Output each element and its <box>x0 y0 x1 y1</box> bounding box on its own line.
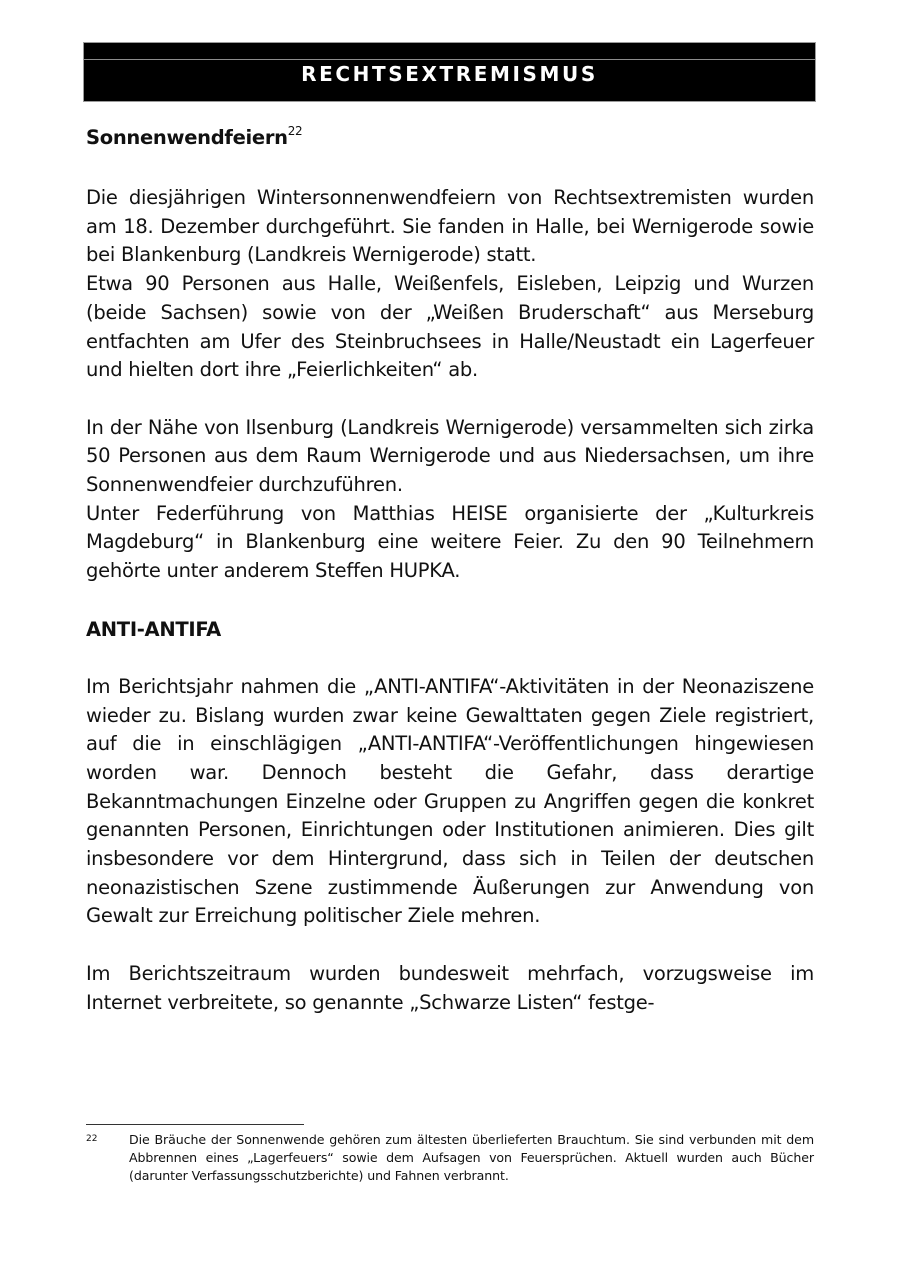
spacer <box>86 385 814 414</box>
chapter-header-bar <box>83 42 816 102</box>
paragraph: Unter Federführung von Matthias HEISE organisierte der „Kulturkreis Magdeburg“ in Blankenburg eine weitere Feier. Zu den 90 Teilnehmern gehörte unter anderem Steffen HUPKA. <box>86 501 814 583</box>
paragraph: Etwa 90 Personen aus Halle, Weißenfels, Eisleben, Leipzig und Wurzen (beide Sachsen) sowie von der „Weißen Bruderschaft“ aus Merseburg entfachten am Ufer des Steinbruchsees in Halle/Neustadt ein Lagerfeuer und hielten dort ihre „Feierlichkeiten“ ab. <box>86 272 814 382</box>
paragraph: In der Nähe von Ilsenburg (Landkreis Wernigerode) versammelten sich zirka 50 Personen aus dem Raum Wernigerode und aus Niedersachsen, um ihre Sonnenwendfeier durchzuführen. <box>86 415 814 497</box>
footnote-separator <box>86 1124 304 1125</box>
page-content <box>86 124 814 1017</box>
paragraph: Im Berichtsjahr nahmen die „ANTI-ANTIFA“-Aktivitäten in der Neonaziszene wieder zu. Bislang wurden zwar keine Gewalttaten gegen Ziele registriert, auf die in einschlägigen „ANTI-ANTIFA“-Veröffentlichungen hingewiesen worden war. Dennoch besteht die Gefahr, dass derartige Bekanntmachungen Einzelne oder Gruppen zu Angriffen gegen die konkret genannten Personen, Einrichtungen oder Institutionen animieren. Dies gilt insbesondere vor dem Hintergrund, dass sich in Teilen der deutschen neonazistischen Szene zustimmende Äußerungen zur Anwendung von Gewalt zur Erreichung politischer Ziele mehren. <box>86 674 814 928</box>
paragraph: Im Berichtszeitraum wurden bundesweit mehrfach, vorzugsweise im Internet verbreitete, so genannte „Schwarze Listen“ festge- <box>86 961 814 1014</box>
footnote-text: Die Bräuche der Sonnenwende gehören zum ältesten überlieferten Brauchtum. Sie sind verbunden mit dem Abbrennen eines „Lagerfeuers“ sowie dem Aufsagen von Feuersprüchen. Aktuell wurden auch Bücher (darunter Verfassungsschutzberichte) und Fahnen verbrannt. <box>129 1132 814 1183</box>
spacer <box>86 586 814 616</box>
footnote-reference[interactable]: 22 <box>287 124 303 138</box>
spacer <box>86 931 814 960</box>
spacer <box>86 644 814 673</box>
section-heading-anti-antifa: ANTI-ANTIFA <box>86 617 221 641</box>
section-heading-sonnenwendfeiern <box>86 124 814 152</box>
footnote <box>86 1131 814 1185</box>
chapter-title: RECHTSEXTREMISMUS <box>301 62 598 86</box>
spacer <box>86 152 814 184</box>
header-divider-line <box>84 59 815 60</box>
paragraph: Die diesjährigen Wintersonnenwendfeiern von Rechtsextremisten wurden am 18. Dezember durchgeführt. Sie fanden in Halle, bei Wernigerode sowie bei Blankenburg (Landkreis Wernigerode) statt. <box>86 186 814 267</box>
footnote-number: 22 <box>86 1134 98 1144</box>
section-heading-text: Sonnenwendfeiern <box>86 126 288 149</box>
